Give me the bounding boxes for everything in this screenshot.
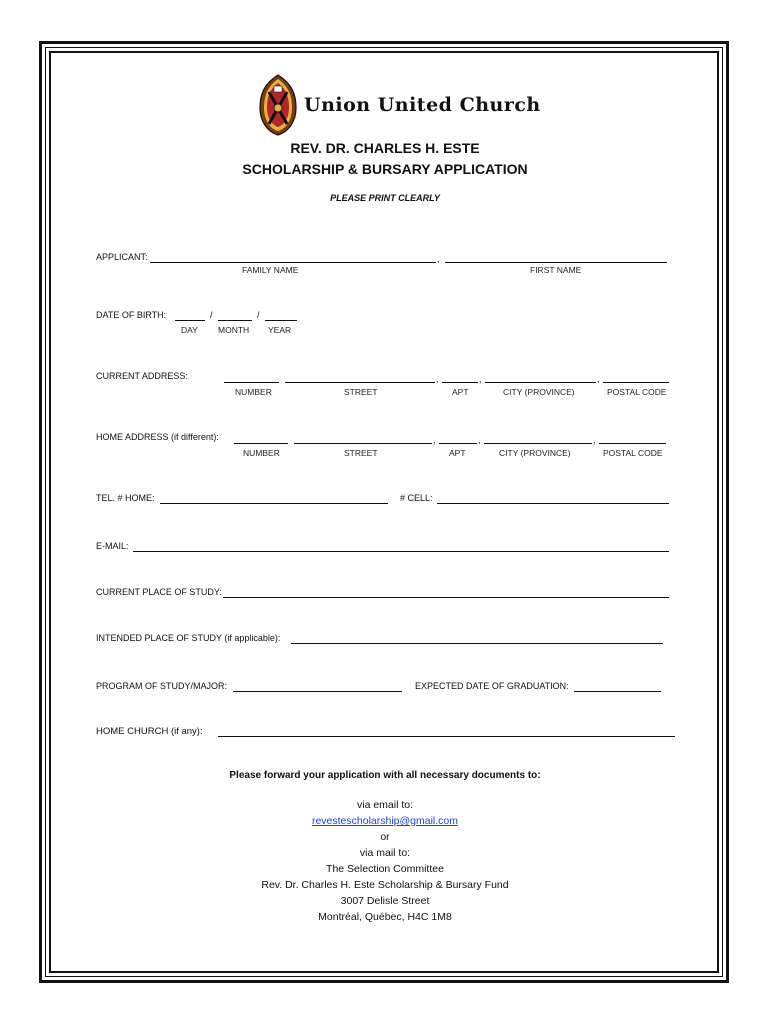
cell-label: # CELL: <box>400 493 433 503</box>
or-text: or <box>380 831 390 843</box>
form-title-line2: SCHOLARSHIP & BURSARY APPLICATION <box>242 161 528 177</box>
street-label: STREET <box>344 448 378 458</box>
year-label: YEAR <box>268 325 292 335</box>
current-apt-field[interactable] <box>442 382 478 383</box>
committee-text: The Selection Committee <box>326 863 444 875</box>
dob-day-field[interactable] <box>175 320 205 321</box>
street-text: 3007 Delisle Street <box>340 895 430 907</box>
place-of-study-label: CURRENT PLACE OF STUDY: <box>96 587 222 597</box>
postal-label: POSTAL CODE <box>603 448 663 458</box>
home-street-field[interactable] <box>294 443 432 444</box>
current-street-field[interactable] <box>285 382 435 383</box>
forward-instruction: Please forward your application with all necessary documents to: <box>229 770 541 781</box>
dob-slash-1: / <box>210 310 213 320</box>
graduation-field[interactable] <box>574 691 661 692</box>
apt-label: APT <box>452 387 469 397</box>
day-label: DAY <box>181 325 198 335</box>
first-name-field[interactable] <box>445 262 667 263</box>
comma-separator: , <box>437 254 440 264</box>
number-label: NUMBER <box>243 448 280 458</box>
first-name-label: FIRST NAME <box>530 265 582 275</box>
apt-label: APT <box>449 448 466 458</box>
number-label: NUMBER <box>235 387 272 397</box>
tel-home-field[interactable] <box>160 503 388 504</box>
email-label: E-MAIL: <box>96 541 129 551</box>
comma-separator: , <box>436 374 439 384</box>
graduation-label: EXPECTED DATE OF GRADUATION: <box>415 681 569 691</box>
home-apt-field[interactable] <box>439 443 477 444</box>
home-address-label: HOME ADDRESS (if different): <box>96 432 219 442</box>
comma-separator: , <box>593 435 596 445</box>
church-name-logotype: Union United Church <box>304 94 541 116</box>
comma-separator: , <box>597 374 600 384</box>
intended-place-label: INTENDED PLACE OF STUDY (if applicable): <box>96 633 281 643</box>
email-address-wrap <box>0 815 770 827</box>
dob-month-field[interactable] <box>218 320 252 321</box>
home-postal-field[interactable] <box>599 443 666 444</box>
dob-label: DATE OF BIRTH: <box>96 310 167 320</box>
current-address-label: CURRENT ADDRESS: <box>96 371 188 381</box>
home-number-field[interactable] <box>234 443 288 444</box>
place-of-study-field[interactable] <box>223 597 669 598</box>
intended-place-field[interactable] <box>291 643 663 644</box>
email-field[interactable] <box>133 551 669 552</box>
cell-field[interactable] <box>437 503 669 504</box>
city-text: Montréal, Québec, H4C 1M8 <box>318 911 452 923</box>
current-city-field[interactable] <box>485 382 596 383</box>
dob-year-field[interactable] <box>265 320 297 321</box>
church-crest-logo <box>258 74 298 136</box>
fund-text: Rev. Dr. Charles H. Este Scholarship & Bursary Fund <box>261 879 509 891</box>
program-label: PROGRAM OF STUDY/MAJOR: <box>96 681 228 691</box>
family-name-field[interactable] <box>150 262 436 263</box>
dob-slash-2: / <box>257 310 260 320</box>
street-label: STREET <box>344 387 378 397</box>
home-church-field[interactable] <box>218 736 675 737</box>
tel-home-label: TEL. # HOME: <box>96 493 155 503</box>
program-field[interactable] <box>233 691 402 692</box>
city-label: CITY (PROVINCE) <box>499 448 571 458</box>
month-label: MONTH <box>218 325 250 335</box>
city-label: CITY (PROVINCE) <box>503 387 575 397</box>
current-number-field[interactable] <box>224 382 279 383</box>
comma-separator: , <box>479 374 482 384</box>
form-title-line1: REV. DR. CHARLES H. ESTE <box>290 140 480 156</box>
home-city-field[interactable] <box>484 443 592 444</box>
home-church-label: HOME CHURCH (if any): <box>96 726 203 737</box>
applicant-label: APPLICANT: <box>96 252 148 262</box>
current-postal-field[interactable] <box>603 382 669 383</box>
comma-separator: , <box>478 435 481 445</box>
print-instruction: PLEASE PRINT CLEARLY <box>330 193 440 203</box>
via-email-text: via email to: <box>356 799 414 811</box>
comma-separator: , <box>433 435 436 445</box>
family-name-label: FAMILY NAME <box>242 265 299 275</box>
email-address-link[interactable]: revestescholarship@gmail.com <box>311 815 459 827</box>
via-mail-text: via mail to: <box>359 847 411 859</box>
postal-label: POSTAL CODE <box>607 387 667 397</box>
